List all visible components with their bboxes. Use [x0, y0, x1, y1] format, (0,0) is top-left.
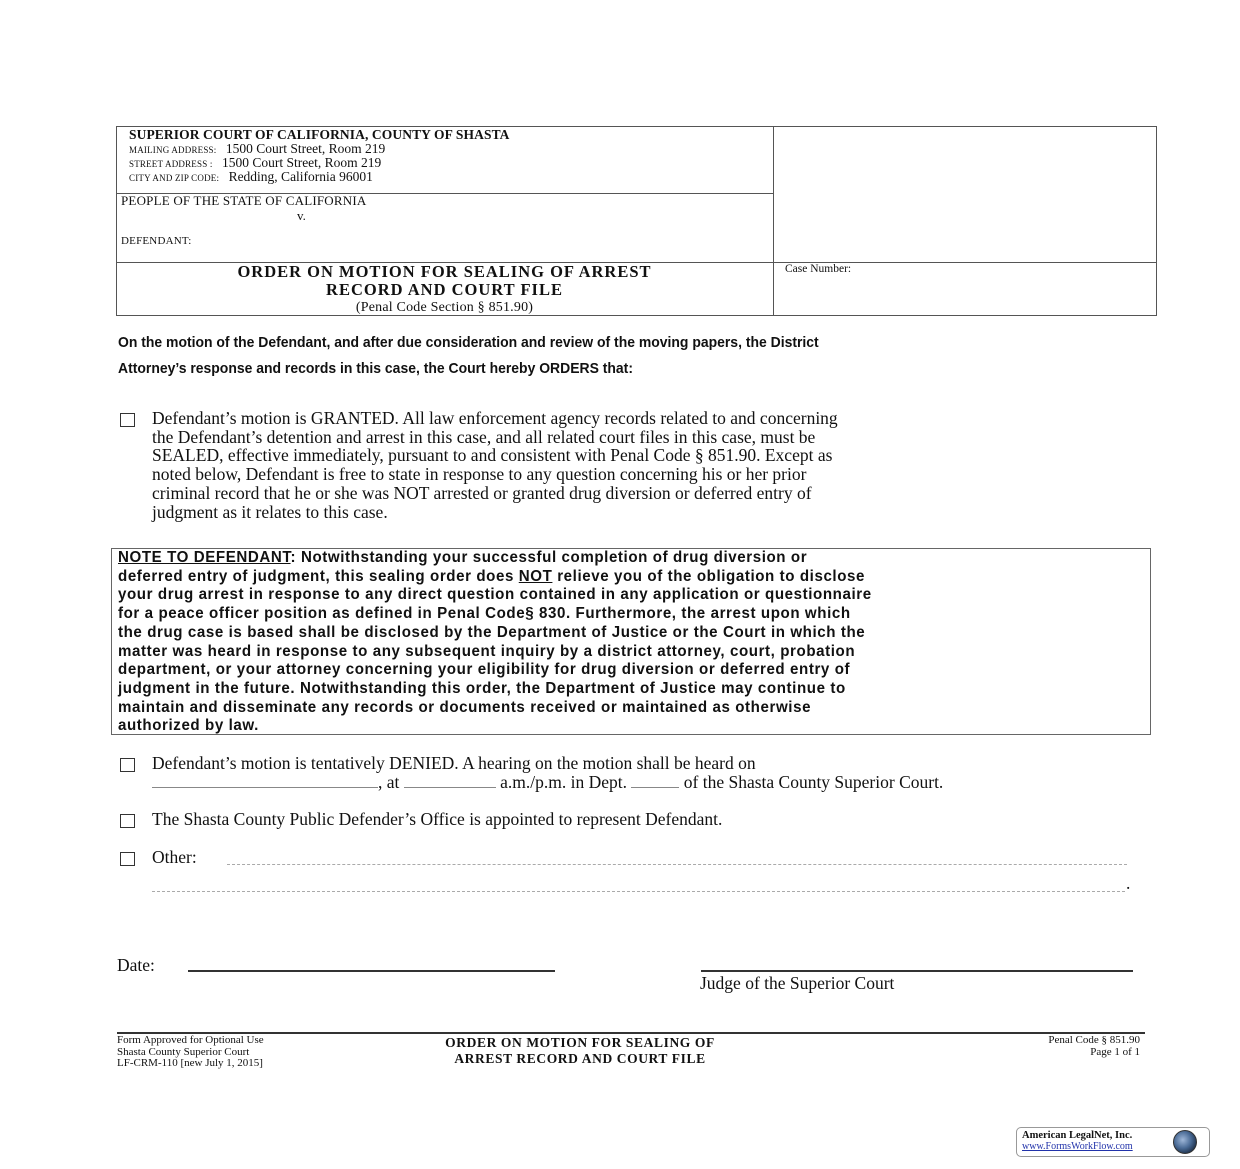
versus: v. [297, 208, 306, 223]
footer-form-info [117, 1035, 264, 1070]
footer-title-line-1: ORDER ON MOTION FOR SEALING OF [445, 1035, 715, 1050]
footer-form-id: LF-CRM-110 [new July 1, 2015] [117, 1057, 263, 1069]
denied-checkbox[interactable] [120, 758, 135, 772]
vendor-link[interactable]: www.FormsWorkFlow.com [1022, 1141, 1133, 1152]
document-title [116, 263, 773, 316]
mailing-address-value: 1500 Court Street, Room 219 [225, 141, 386, 156]
street-address-label: STREET ADDRESS : [129, 159, 213, 169]
city-zip-label: CITY AND ZIP CODE: [129, 173, 220, 183]
note-line: authorized by law. [118, 717, 259, 735]
footer-title-line-2: ARREST RECORD AND COURT FILE [454, 1051, 706, 1066]
hearing-time-field[interactable] [404, 773, 496, 788]
title-line-2: RECORD AND COURT FILE [326, 280, 563, 299]
judge-signature-field[interactable] [701, 970, 1133, 972]
vendor-name: American LegalNet, Inc. [1022, 1130, 1133, 1141]
granted-text [152, 409, 838, 521]
footer-penal-code: Penal Code § 851.90 [1048, 1034, 1140, 1046]
court-suffix: of the Shasta County Superior Court. [683, 772, 944, 792]
note-line: the drug case is based shall be disclosed by the Department of Justice or the Court in which the [118, 623, 866, 641]
granted-checkbox[interactable] [120, 413, 135, 427]
date-signature-field[interactable] [188, 970, 555, 972]
other-end-period: . [1126, 873, 1131, 893]
street-address-value: 1500 Court Street, Room 219 [221, 155, 382, 170]
intro-line-1: On the motion of the Defendant, and after due consideration and review of the moving papers, the District [118, 334, 819, 351]
dept-field[interactable] [631, 773, 679, 788]
intro-line-2: Attorney’s response and records in this case, the Court hereby ORDERS that: [118, 360, 633, 377]
note-line-2-post: relieve you of the obligation to disclose [552, 567, 866, 585]
granted-line: criminal record that he or she was NOT arrested or granted drug diversion or deferred entry of [152, 482, 812, 503]
granted-line: Defendant’s motion is GRANTED. All law enforcement agency records related to and concerning [152, 408, 838, 428]
denied-line-2 [152, 773, 943, 792]
defendant-label: DEFENDANT: [121, 235, 192, 247]
other-line-1-field[interactable] [227, 850, 1127, 865]
granted-line: judgment as it relates to this case. [152, 501, 388, 522]
denied-line-1: Defendant’s motion is tentatively DENIED. A hearing on the motion shall be heard on [152, 753, 756, 773]
city-zip-row [129, 169, 373, 185]
footer-court: Shasta County Superior Court [117, 1045, 250, 1058]
other-checkbox[interactable] [120, 852, 135, 866]
note-line: matter was heard in response to any subsequent inquiry by a district attorney, court, probation [118, 642, 856, 660]
title-line-1: ORDER ON MOTION FOR SEALING OF ARREST [237, 262, 652, 281]
other-label: Other: [152, 847, 197, 867]
footer-page-info [940, 1035, 1140, 1058]
footer-page-number: Page 1 of 1 [1090, 1045, 1140, 1058]
case-number-label: Case Number: [785, 263, 852, 275]
note-line: for a peace officer position as defined in Penal Code§ 830. Furthermore, the arrest upon which [118, 605, 851, 623]
note-line: judgment in the future. Notwithstanding this order, the Department of Justice may continue to [118, 679, 846, 697]
public-defender-text: The Shasta County Public Defender’s Office is appointed to represent Defendant. [152, 809, 723, 829]
date-label: Date: [117, 955, 155, 975]
city-zip-value: Redding, California 96001 [228, 169, 373, 184]
judge-label: Judge of the Superior Court [700, 973, 895, 993]
note-line: maintain and disseminate any records or documents received or maintained as otherwise [118, 698, 812, 716]
footer-title [370, 1035, 790, 1067]
note-line-1-rest: : Notwithstanding your successful completion of drug diversion or [290, 549, 808, 566]
footer-approval: Form Approved for Optional Use [117, 1034, 264, 1046]
footer-rule [117, 1032, 1145, 1034]
note-heading: NOTE TO DEFENDANT [118, 549, 291, 566]
caption-divider-vertical [773, 126, 774, 316]
granted-line: the Defendant’s detention and arrest in this case, and all related court files in this case, must be [152, 426, 816, 447]
granted-line: SEALED, effective immediately, pursuant to and consistent with Penal Code § 851.90. Except as [152, 445, 833, 466]
other-line-2-field[interactable] [152, 877, 1125, 892]
at-label: , at [378, 772, 400, 792]
note-line [118, 568, 872, 587]
mailing-address-label: MAILING ADDRESS: [129, 145, 217, 155]
note-not-emphasis: NOT [518, 567, 553, 585]
note-line: your drug arrest in response to any direct question contained in any application or questionnaire [118, 586, 872, 604]
note-line [118, 549, 872, 568]
granted-line: noted below, Defendant is free to state in response to any question concerning his or her prior [152, 464, 807, 485]
intro-paragraph [118, 330, 1076, 382]
title-subtitle: (Penal Code Section § 851.90) [355, 300, 534, 315]
note-line-2-pre: deferred entry of judgment, this sealing order does [118, 567, 519, 585]
court-name: SUPERIOR COURT OF CALIFORNIA, COUNTY OF SHASTA [129, 127, 510, 142]
vendor-globe-icon [1173, 1130, 1197, 1154]
ampm-dept-label: a.m./p.m. in Dept. [500, 772, 627, 792]
hearing-date-field[interactable] [152, 773, 378, 788]
note-line: department, or your attorney concerning your eligibility for drug diversion or deferred entry of [118, 661, 851, 679]
note-to-defendant-text [118, 549, 872, 736]
plaintiff-name: PEOPLE OF THE STATE OF CALIFORNIA [121, 193, 367, 208]
public-defender-checkbox[interactable] [120, 814, 135, 828]
